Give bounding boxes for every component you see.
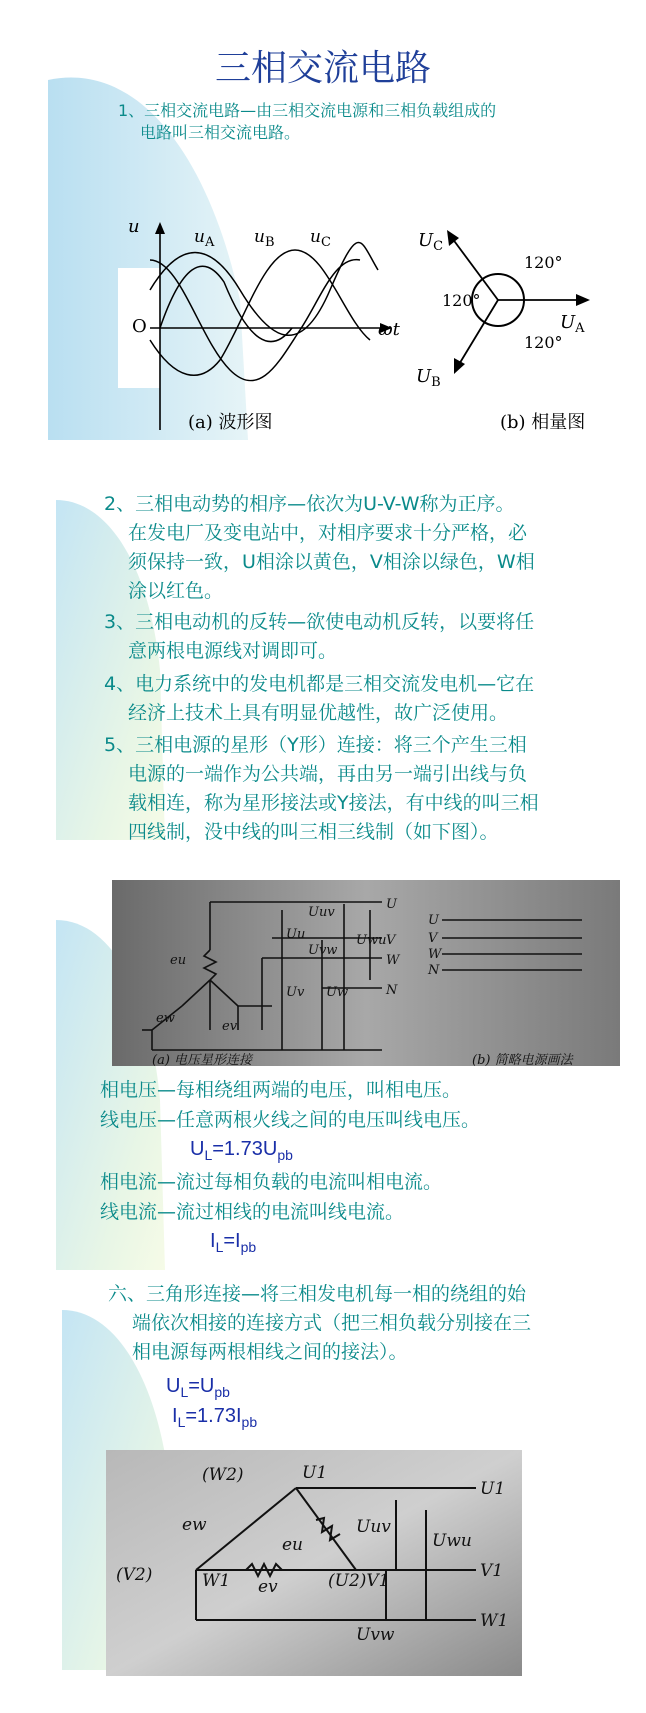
page-title: 三相交流电路 xyxy=(214,48,431,89)
photo-label-uuv: Uuv xyxy=(308,905,335,920)
waveform-diagram xyxy=(120,220,420,440)
point-2-line-2: 在发电厂及变电站中，对相序要求十分严格，必 xyxy=(128,522,528,544)
ub-sub: B xyxy=(264,235,275,250)
phasor-diagram xyxy=(412,218,602,408)
uc-label: u xyxy=(310,227,321,247)
formula-sub: L xyxy=(177,1414,186,1430)
delta-label-ew: ew xyxy=(182,1515,207,1535)
photo-label-v: V xyxy=(386,933,396,948)
photo-label-n2: N xyxy=(428,963,440,978)
svg-text:UB xyxy=(416,366,441,390)
point-5-line-4: 四线制，没中线的叫三相三线制（如下图）。 xyxy=(128,821,499,843)
uc-phasor-sub: C xyxy=(433,239,444,254)
delta-label-w1-right: W1 xyxy=(480,1611,509,1631)
formula-main: I xyxy=(172,1405,178,1427)
phase-voltage-line: 相电压—每相绕组两端的电压，叫相电压。 xyxy=(100,1079,462,1101)
point-3-line-1: 3、三相电动机的反转—欲使电动机反转，以要将任 xyxy=(104,611,535,633)
svg-text:UC xyxy=(418,230,443,254)
point-6-line-3: 相电源每两根相线之间的接法）。 xyxy=(132,1341,408,1363)
axis-u-label: u xyxy=(128,220,140,237)
point-2-line-3: 须保持一致，U相涂以黄色，V相涂以绿色，W相 xyxy=(128,551,535,573)
delta-label-u2v1: (U2)V1 xyxy=(328,1571,390,1591)
point-5-line-1: 5、三相电源的星形（Y形）连接：将三个产生三相 xyxy=(104,734,527,756)
delta-label-uwu: Uwu xyxy=(432,1531,472,1551)
formula-sub2: pb xyxy=(241,1414,258,1430)
photo-caption-right: (b) 简略电源画法 xyxy=(472,1053,573,1066)
slide-2 xyxy=(0,470,646,865)
photo-caption-left: (a) 电压星形连接 xyxy=(152,1053,253,1066)
photo-label-v2: V xyxy=(428,931,438,946)
point-6-line-2: 端依次相接的连接方式（把三相负载分别接在三 xyxy=(132,1312,532,1334)
uc-sub: C xyxy=(320,235,331,250)
angle-label-1: 120° xyxy=(524,253,563,272)
delta-label-w2: (W2) xyxy=(202,1465,244,1485)
formula-main: I xyxy=(210,1230,216,1252)
phase-current-line: 相电流—流过每相负载的电流叫相电流。 xyxy=(100,1171,443,1193)
slide-3 xyxy=(0,880,646,1275)
formula-ul-upb xyxy=(166,1375,230,1400)
formula-sub: L xyxy=(215,1239,224,1255)
photo-label-u2: U xyxy=(428,913,439,928)
formula-ul-173upb xyxy=(190,1138,293,1163)
formula-sub: L xyxy=(180,1384,189,1400)
point-2-line-4: 涂以红色。 xyxy=(128,580,224,602)
formula-main: U xyxy=(190,1138,205,1160)
delta-label-ev: ev xyxy=(258,1577,278,1597)
svg-text:UA xyxy=(560,312,585,336)
delta-label-v1: V1 xyxy=(480,1561,504,1581)
phasor-caption: (b) 相量图 xyxy=(500,412,586,433)
point-1-line-1: 1、三相交流电路—由三相交流电源和三相负载组成的 xyxy=(118,101,497,120)
photo-label-uv: Uv xyxy=(286,985,305,1000)
point-4-line-1: 4、电力系统中的发电机都是三相交流发电机—它在 xyxy=(104,673,535,695)
ua-phasor-label: U xyxy=(560,312,576,333)
point-5-line-3: 载相连，称为星形接法或Y接法，有中线的叫三相 xyxy=(128,792,539,814)
ub-phasor-label: U xyxy=(416,366,432,387)
formula-rest: =U xyxy=(188,1375,215,1397)
formula-il-ipb xyxy=(210,1230,256,1255)
axis-wt-label: ωt xyxy=(378,319,400,340)
delta-label-v2: (V2) xyxy=(116,1565,153,1585)
point-3-line-2: 意两根电源线对调即可。 xyxy=(128,640,338,662)
ub-phasor-sub: B xyxy=(431,375,441,390)
formula-rest: =1.73U xyxy=(212,1138,278,1160)
formula-il-173ipb xyxy=(172,1405,257,1430)
slide-4 xyxy=(0,1270,646,1713)
delta-label-u1-right: U1 xyxy=(480,1479,506,1499)
photo-label-ew: ew xyxy=(156,1011,175,1026)
svg-text:uC xyxy=(310,227,331,250)
point-1-line-2: 电路叫三相交流电路。 xyxy=(140,123,301,142)
line-voltage-line: 线电压—任意两根火线之间的电压叫线电压。 xyxy=(100,1109,481,1131)
formula-sub: L xyxy=(204,1147,213,1163)
star-connection-photo xyxy=(112,880,620,1066)
delta-label-u1-top: U1 xyxy=(302,1463,328,1483)
photo-label-uu: Uu xyxy=(286,927,306,942)
origin-label: O xyxy=(132,316,147,337)
ua-sub: A xyxy=(204,235,215,250)
formula-main: U xyxy=(166,1375,181,1397)
svg-text:uB xyxy=(254,227,275,250)
photo-label-uw: Uw xyxy=(326,985,349,1000)
photo-label-n: N xyxy=(386,983,398,998)
ua-label: u xyxy=(194,227,205,247)
formula-sub2: pb xyxy=(214,1384,230,1400)
svg-text:uA xyxy=(194,227,215,250)
delta-label-uuv: Uuv xyxy=(356,1517,391,1537)
photo-label-w: W xyxy=(386,953,400,968)
angle-label-3: 120° xyxy=(524,333,563,352)
formula-sub2: pb xyxy=(240,1239,257,1255)
ub-label: u xyxy=(254,227,265,247)
formula-rest: =1.73I xyxy=(185,1405,242,1427)
delta-label-uvw: Uvw xyxy=(356,1625,395,1645)
photo-label-uvw: Uvw xyxy=(308,943,338,958)
delta-label-eu: eu xyxy=(282,1535,304,1555)
photo-label-w2: W xyxy=(428,947,442,962)
point-4-line-2: 经济上技术上具有明显优越性，故广泛使用。 xyxy=(128,702,509,724)
photo-label-u: U xyxy=(386,897,397,912)
point-2-line-1: 2、三相电动势的相序—依次为U-V-W称为正序。 xyxy=(104,493,515,515)
slide-1 xyxy=(0,0,646,450)
photo-label-uwu: Uwu xyxy=(356,933,387,948)
point-6-line-1: 六、三角形连接—将三相发电机每一相的绕组的始 xyxy=(108,1283,527,1305)
formula-rest: =I xyxy=(223,1230,241,1252)
photo-label-ev: ev xyxy=(222,1019,238,1034)
delta-label-w1: W1 xyxy=(202,1571,231,1591)
waveform-caption: (a) 波形图 xyxy=(188,412,273,433)
photo-label-eu: eu xyxy=(170,953,187,968)
ua-phasor-sub: A xyxy=(575,321,585,336)
uc-phasor-label: U xyxy=(418,230,434,251)
formula-sub2: pb xyxy=(277,1147,293,1163)
angle-label-2: 120° xyxy=(442,291,481,310)
point-5-line-2: 电源的一端作为公共端，再由另一端引出线与负 xyxy=(128,763,528,785)
line-current-line: 线电流—流过相线的电流叫线电流。 xyxy=(100,1201,405,1223)
delta-connection-photo xyxy=(106,1450,522,1676)
